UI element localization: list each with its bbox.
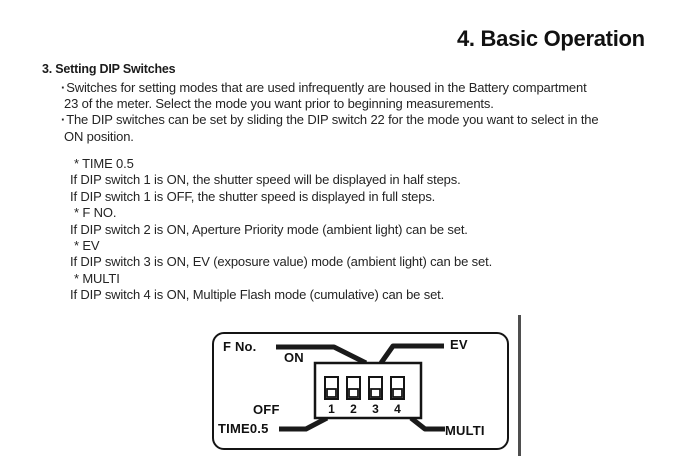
dip-switch-2-slider (349, 389, 358, 397)
page-title: 4. Basic Operation (457, 26, 645, 51)
mode-desc: If DIP switch 1 is OFF, the shutter speed is displayed in full steps. (70, 188, 436, 204)
connector-ev-line (381, 346, 444, 363)
bullet-text: Switches for setting modes that are used infrequently are housed in the Battery compartment (66, 80, 587, 95)
label-f-no: F No. (223, 339, 257, 354)
label-off: OFF (253, 402, 280, 417)
label-multi: MULTI (445, 423, 485, 438)
mode-desc: If DIP switch 1 is ON, the shutter speed will be displayed in half steps. (70, 172, 461, 188)
label-on: ON (284, 350, 304, 365)
mode-name-ev: * EV (74, 238, 100, 254)
mode-desc: If DIP switch 2 is ON, Aperture Priority mode (ambient light) can be set. (70, 221, 468, 237)
switch-number-2: 2 (350, 402, 357, 416)
bullet-icon: · (61, 80, 66, 95)
switch-number-1: 1 (328, 402, 335, 416)
dip-switch-diagram (212, 332, 509, 450)
switch-number-4: 4 (394, 402, 401, 416)
bullet-text: ON position. (64, 128, 134, 144)
page-edge-rule (518, 315, 521, 456)
label-ev: EV (450, 337, 468, 352)
mode-name-time: * TIME 0.5 (74, 156, 134, 171)
bullet-line (61, 80, 598, 96)
switch-number-3: 3 (372, 402, 379, 416)
mode-descriptions (70, 156, 492, 304)
dip-switch-3-slider (371, 389, 380, 397)
connector-time-line (279, 418, 327, 429)
bullet-line (61, 112, 598, 128)
label-time05: TIME0.5 (218, 421, 269, 436)
bullet-text: 23 of the meter. Select the mode you want prior to beginning measurements. (64, 96, 494, 112)
connector-multi-line (411, 418, 445, 429)
mode-name-fno: * F NO. (74, 205, 117, 221)
bullet-text: The DIP switches can be set by sliding the DIP switch 22 for the mode you want to select in the (66, 112, 599, 128)
dip-switch-4-slider (393, 389, 402, 397)
mode-desc: If DIP switch 4 is ON, Multiple Flash mode (cumulative) can be set. (70, 287, 445, 303)
dip-switch-1-slider (327, 389, 336, 397)
mode-name-multi: * MULTI (74, 270, 120, 286)
section-heading: 3. Setting DIP Switches (42, 62, 176, 76)
intro-bullets (61, 80, 598, 145)
mode-desc: If DIP switch 3 is ON, EV (exposure value) mode (ambient light) can be set. (70, 254, 493, 270)
bullet-icon: · (61, 112, 66, 128)
